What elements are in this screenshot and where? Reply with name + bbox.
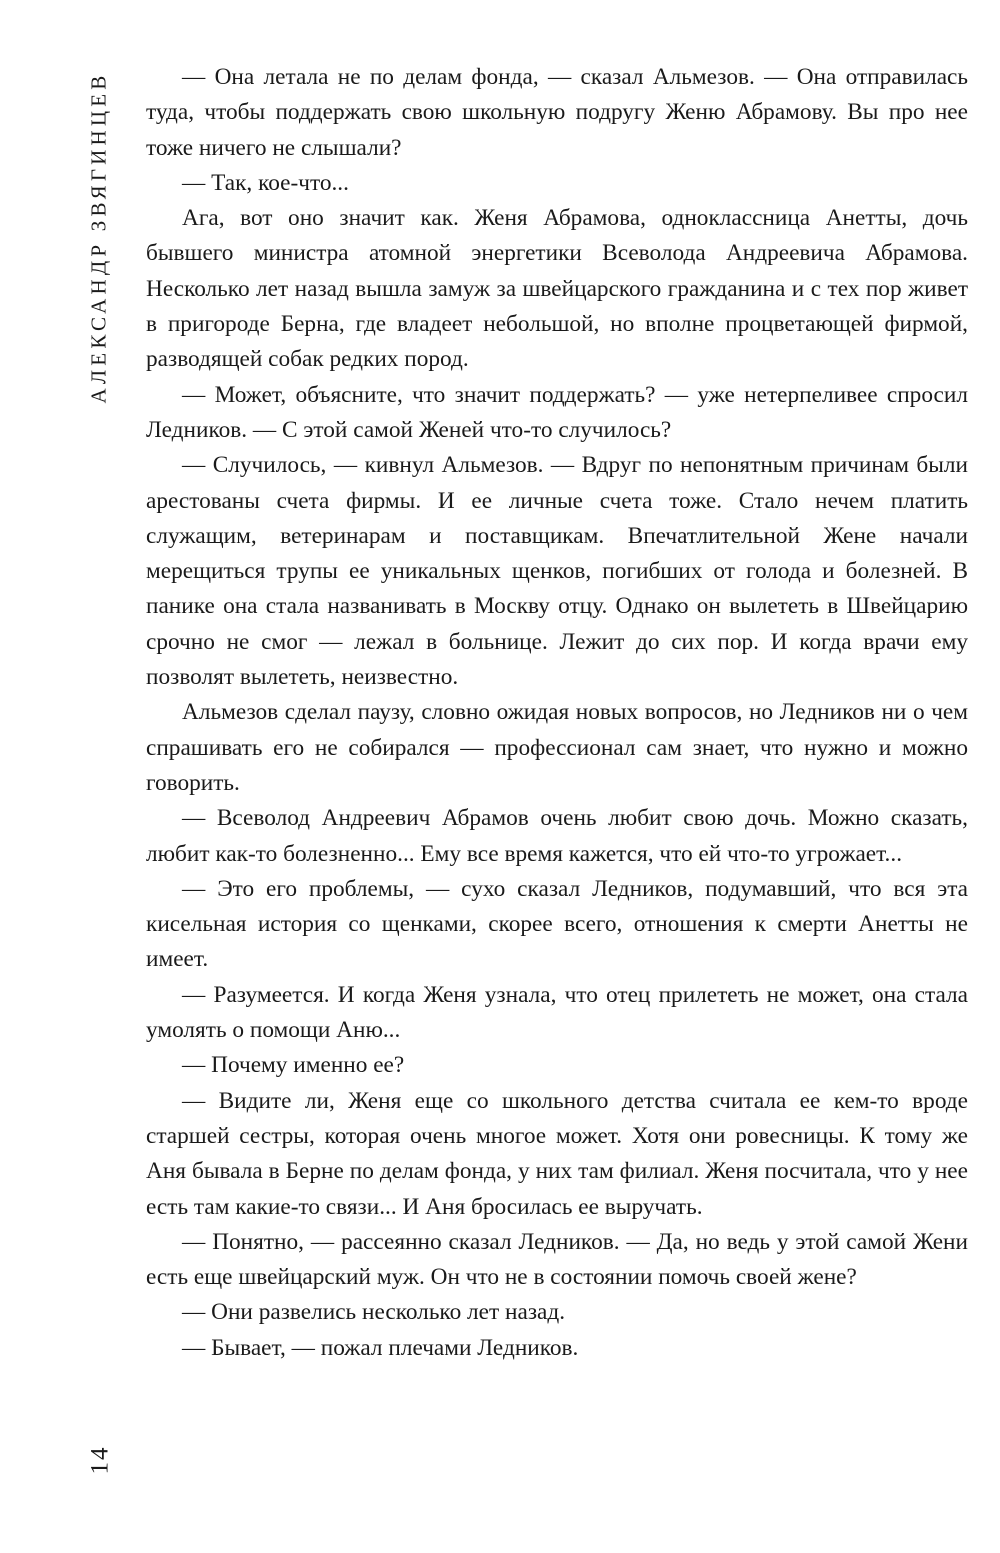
body-text <box>146 60 968 1366</box>
paragraph: — Почему именно ее? <box>182 1052 405 1079</box>
paragraph: — Случилось, — кивнул Альмезов. — Вдруг по непонятным причинам были арестованы счета фирмы. И ее личные счета тоже. Стало нечем платить служащим, ветеринарам и поставщикам. Впечатлительной Жене начали мерещиться трупы ее уникальных щенков, погибших от голода и болезней. В панике она стала названивать в Москву отцу. Однако он вылететь в Швейцарию срочно не смог — лежал в больнице. Лежит до сих пор. И когда врачи ему позволят вылететь, неизвестно. <box>146 452 968 691</box>
paragraph: — Всеволод Андреевич Абрамов очень любит свою дочь. Можно сказать, любит как-то болезненно... Ему все время кажется, что ей что-то угрожает... <box>146 805 968 867</box>
paragraph: — Понятно, — рассеянно сказал Ледников. — Да, но ведь у этой самой Жени есть еще швейцарский муж. Он что не в состоянии помочь своей жене? <box>146 1228 968 1291</box>
running-head <box>76 72 122 402</box>
paragraph: — Это его проблемы, — сухо сказал Ледников, подумавший, что вся эта кисельная история со щенками, скорее всего, отношения к смерти Анетты не имеет. <box>146 875 968 973</box>
paragraph: — Они развелись несколько лет назад. <box>182 1299 566 1326</box>
paragraph: — Может, объясните, что значит поддержать? — уже нетерпеливее спросил Ледников. — С этой самой Женей что-то случилось? <box>146 381 968 443</box>
page-number-text: 14 <box>86 1445 113 1475</box>
paragraph: — Видите ли, Женя еще со школьного детства считала ее кем-то вроде старшей сестры, которая очень многое может. Хотя они ровесницы. К тому же Аня бывала в Берне по делам фонда, у них там филиал. Женя посчитала, что у нее есть там какие-то связи... И Аня бросилась ее выручать. <box>146 1087 968 1220</box>
paragraph: Ага, вот оно значит как. Женя Абрамова, одноклассница Анетты, дочь бывшего министра атомной энергетики Всеволода Андреевича Абрамова. Несколько лет назад вышла замуж за швейцарского гражданина и с тех пор живет в пригороде Берна, где владеет небольшой, но вполне процветающей фирмой, разводящей собак редких пород. <box>146 205 968 373</box>
paragraph: — Бывает, — пожал плечами Ледников. <box>182 1334 579 1361</box>
paragraph: Альмезов сделал паузу, словно ожидая новых вопросов, но Ледников ни о чем спрашивать его не собирался — профессионал сам знает, что нужно и можно говорить. <box>146 699 968 796</box>
paragraph: — Разумеется. И когда Женя узнала, что отец прилететь не может, она стала умолять о помощи Аню... <box>146 981 968 1044</box>
paragraph: — Так, кое-что... <box>182 169 349 196</box>
paragraph: — Она летала не по делам фонда, — сказал Альмезов. — Она отправилась туда, чтобы поддержать свою школьную подругу Женю Абрамову. Вы про нее тоже ничего не слышали? <box>146 64 968 161</box>
running-head-author: АЛЕКСАНДР ЗВЯГИНЦЕВ <box>86 70 111 404</box>
page-number <box>82 1432 118 1488</box>
